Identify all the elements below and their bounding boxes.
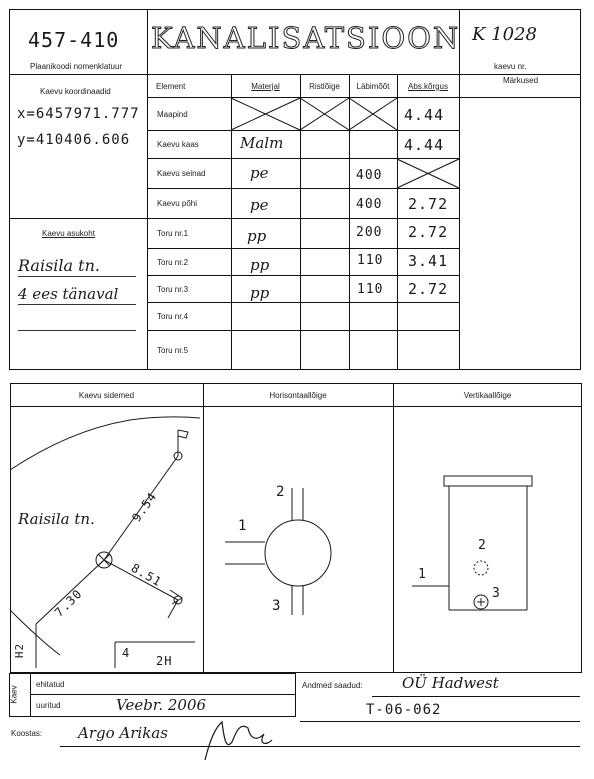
vertical-pipe-2-label: 2: [478, 538, 487, 553]
coordinate-y: y=410406.606: [17, 132, 131, 148]
page-title: KANALISATSIOON: [151, 21, 461, 55]
row-element-lid: Kaevu kaas: [157, 140, 199, 149]
footer-surveyed-value: Veebr. 2006: [116, 696, 207, 714]
footer-compiler-value: Argo Arikas: [78, 724, 168, 742]
cell-elev-pipe1: 2.72: [408, 223, 449, 241]
location-detail: 4 ees tänaval: [18, 285, 119, 303]
cell-elev-ground: 4.44: [404, 106, 445, 124]
cell-material-walls: pe: [250, 164, 269, 182]
footer-surveyed-label: uuritud: [36, 701, 61, 710]
cell-material-pipe3: pp: [250, 284, 270, 302]
well-number: K 1028: [472, 24, 537, 45]
footer-compiler-label: Koostas:: [11, 729, 43, 738]
map-number: 457-410: [28, 28, 120, 52]
row-element-walls: Kaevu seinad: [157, 169, 206, 178]
location-street: Raisila tn.: [18, 256, 100, 275]
footer-checked-label: ehitatud: [36, 680, 65, 689]
horizontal-pipe-1-label: 1: [238, 518, 248, 534]
section-vertical-title: Vertikaallõige: [463, 390, 512, 400]
footer-side-label: Kaev: [9, 685, 19, 704]
footer-source-value: OÜ Hadwest: [402, 674, 499, 692]
row-element-pipe4: Toru nr.4: [157, 312, 189, 321]
footer-source-label: Andmed saadud:: [302, 681, 363, 690]
vertical-pipe-1-label: 1: [418, 567, 427, 582]
sketch-dim-2: 8.51: [128, 560, 165, 590]
col-header-elevation: Abs.kõrgus: [407, 81, 449, 91]
footer-source-code: T-06-062: [366, 702, 442, 718]
row-element-bottom: Kaevu põhi: [157, 199, 198, 208]
col-header-material: Materjal: [251, 81, 280, 91]
sketch-dim-1: 9.54: [129, 489, 160, 525]
horizontal-pipe-2-label: 2: [276, 484, 286, 500]
cell-diameter-walls: 400: [356, 168, 383, 183]
sketch-dim-3: 7.30: [51, 586, 86, 620]
sketch-corner-label: H2: [13, 642, 27, 659]
col-header-diameter: Läbimõõt: [356, 81, 390, 91]
row-element-ground: Maapind: [157, 109, 188, 119]
horizontal-pipe-3-label: 3: [272, 598, 282, 614]
cell-material-pipe2: pp: [250, 256, 270, 274]
coordinates-label: Kaevu koordinaadid: [40, 87, 111, 96]
cell-diameter-pipe1: 200: [356, 225, 383, 240]
map-number-label: Plaanikoodi nomenklatuur: [30, 62, 123, 71]
cell-elev-pipe3: 2.72: [408, 280, 449, 298]
row-element-pipe5: Toru nr.5: [157, 346, 189, 355]
cell-material-pipe1: pp: [247, 227, 267, 245]
row-element-pipe1: Toru nr.1: [157, 229, 189, 238]
underline: [60, 746, 580, 747]
section-horizontal-title: Horisontaallõige: [269, 390, 327, 400]
col-header-element: Element: [156, 81, 186, 91]
cell-material-lid: Malm: [240, 134, 284, 152]
col-header-remarks: Märkused: [502, 75, 539, 85]
sketch-street-label: Raisila tn.: [18, 510, 95, 528]
cell-diameter-pipe3: 110: [357, 282, 384, 297]
sketch-lot-number: 4: [122, 646, 131, 660]
coordinate-x: x=6457971.777: [17, 106, 140, 122]
cell-elev-bottom: 2.72: [408, 195, 449, 213]
cell-diameter-pipe2: 110: [357, 253, 384, 268]
row-element-pipe3: Toru nr.3: [157, 284, 189, 294]
cell-elev-pipe2: 3.41: [408, 252, 449, 270]
sketch-building: 2H: [156, 654, 173, 668]
row-element-pipe2: Toru nr.2: [157, 257, 189, 267]
col-header-cross: Ristlõige: [309, 81, 340, 91]
vertical-pipe-3-label: 3: [492, 586, 501, 601]
cell-diameter-bottom: 400: [356, 197, 383, 212]
cell-material-bottom: pe: [250, 196, 269, 214]
section-ties-title: Kaevu sidemed: [78, 390, 135, 400]
cell-elev-lid: 4.44: [404, 136, 445, 154]
well-number-label: kaevu nr.: [494, 62, 527, 71]
location-label: Kaevu asukoht: [42, 229, 95, 238]
